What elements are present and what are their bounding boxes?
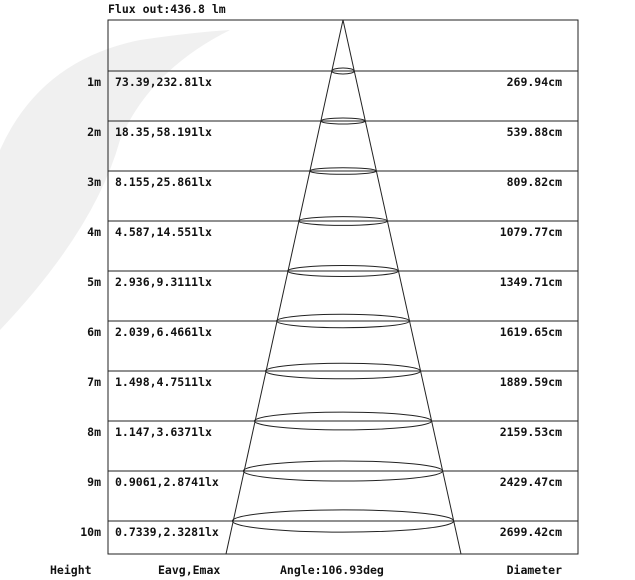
row-illuminance-values: 2.936,9.3111lx: [115, 275, 212, 289]
row-height-label: 8m: [87, 425, 101, 439]
flux-out-label: Flux out:436.8 lm: [108, 2, 226, 16]
row-illuminance-values: 18.35,58.191lx: [115, 125, 212, 139]
row-diameter-value: 1889.59cm: [499, 375, 562, 389]
row-diameter-value: 269.94cm: [506, 75, 562, 89]
row-diameter-value: 1079.77cm: [499, 225, 562, 239]
height-column-label: Height: [50, 563, 92, 577]
row-height-label: 3m: [87, 175, 101, 189]
row-diameter-value: 1619.65cm: [499, 325, 562, 339]
diameter-column-label: Diameter: [506, 563, 562, 577]
beam-left-edge: [226, 20, 343, 554]
row-illuminance-values: 8.155,25.861lx: [115, 175, 212, 189]
beam-right-edge: [343, 20, 461, 554]
beam-angle-label: Angle:106.93deg: [280, 563, 384, 577]
rows-layer: [80, 68, 578, 539]
row-diameter-value: 2699.42cm: [499, 525, 562, 539]
eavg-emax-column-label: Eavg,Emax: [158, 563, 221, 577]
row-diameter-value: 809.82cm: [506, 175, 562, 189]
row-height-label: 10m: [80, 525, 101, 539]
row-illuminance-values: 0.9061,2.8741lx: [115, 475, 219, 489]
row-height-label: 2m: [87, 125, 101, 139]
row-illuminance-values: 1.147,3.6371lx: [115, 425, 212, 439]
row-diameter-value: 1349.71cm: [499, 275, 562, 289]
row-illuminance-values: 4.587,14.551lx: [115, 225, 212, 239]
row-height-label: 1m: [87, 75, 101, 89]
row-illuminance-values: 1.498,4.7511lx: [115, 375, 212, 389]
row-diameter-value: 539.88cm: [506, 125, 562, 139]
row-illuminance-values: 73.39,232.81lx: [115, 75, 212, 89]
row-illuminance-values: 2.039,6.4661lx: [115, 325, 212, 339]
row-height-label: 6m: [87, 325, 101, 339]
row-height-label: 9m: [87, 475, 101, 489]
row-height-label: 5m: [87, 275, 101, 289]
row-height-label: 7m: [87, 375, 101, 389]
row-diameter-value: 2159.53cm: [499, 425, 562, 439]
row-illuminance-values: 0.7339,2.3281lx: [115, 525, 219, 539]
row-height-label: 4m: [87, 225, 101, 239]
row-diameter-value: 2429.47cm: [499, 475, 562, 489]
